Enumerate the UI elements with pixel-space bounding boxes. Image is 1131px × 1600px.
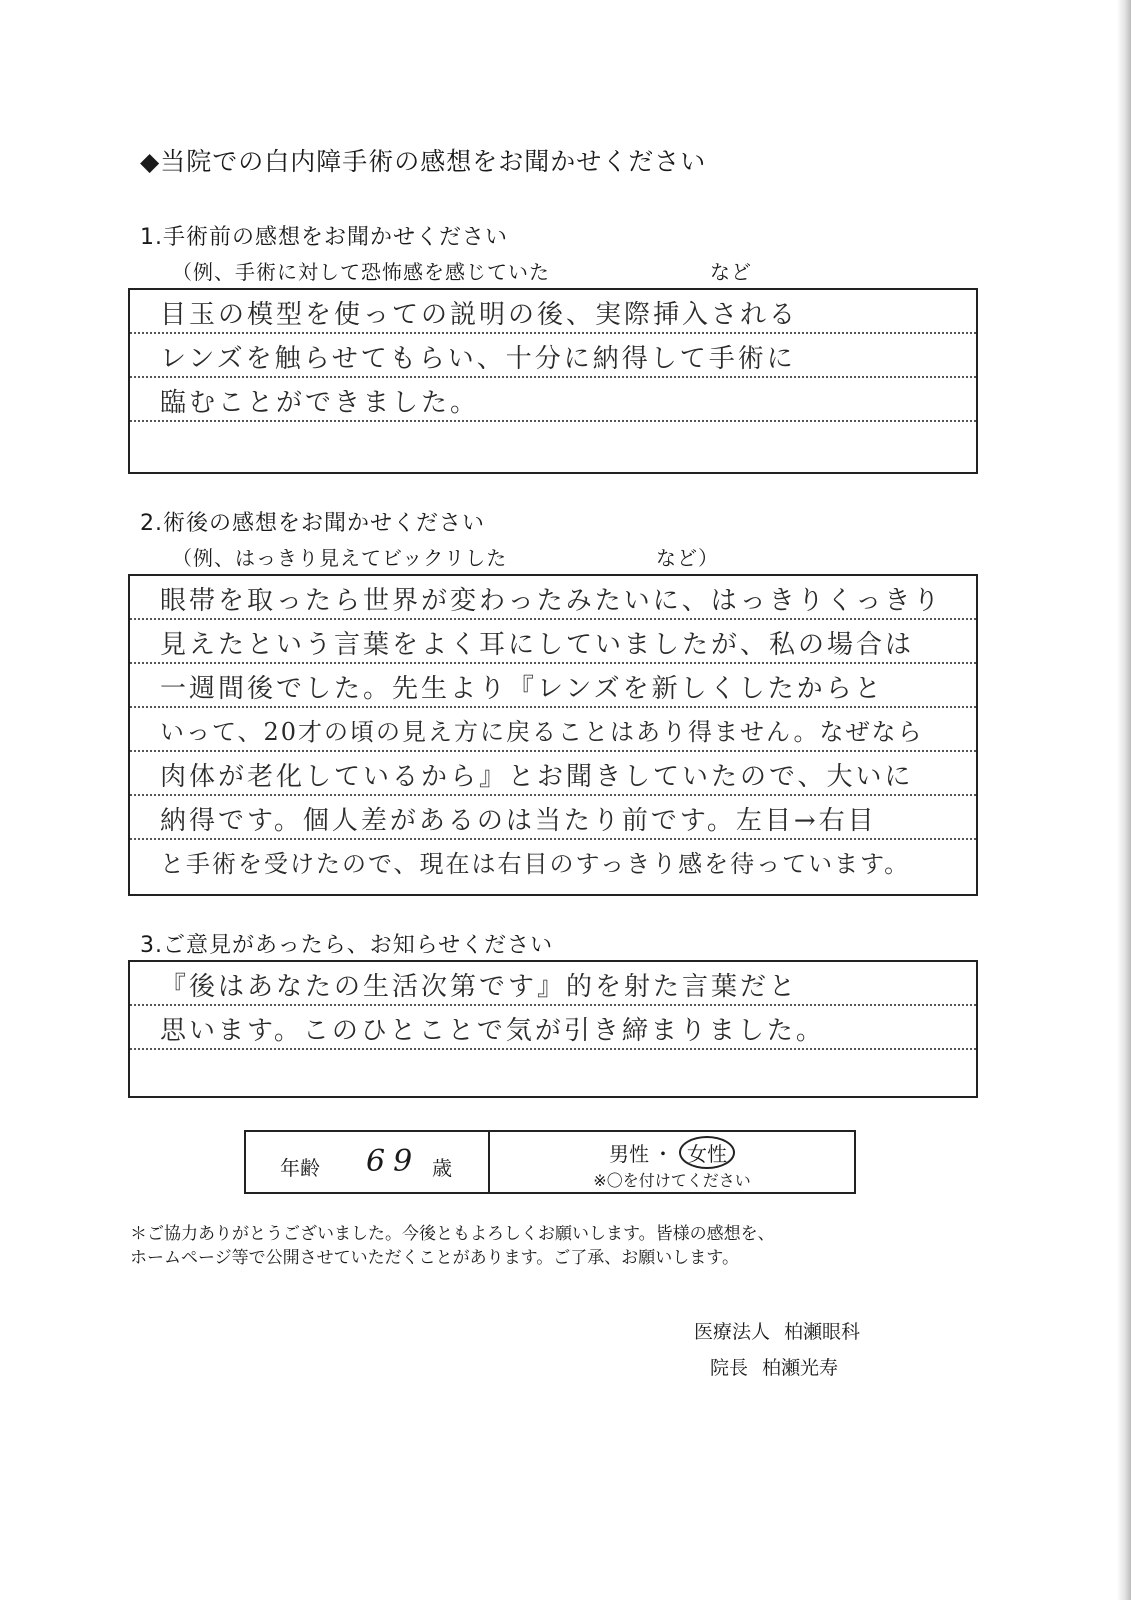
answer-line: 眼帯を取ったら世界が変わったみたいに、はっきりくっきり	[130, 576, 976, 620]
answer-line	[130, 422, 976, 466]
answer-line	[130, 1050, 976, 1094]
section-1-answer-box[interactable]	[128, 288, 978, 474]
section-2-example	[172, 542, 719, 571]
footnote-line: ＊ご協力ありがとうございました。今後ともよろしくお願いします。皆様の感想を、	[130, 1224, 775, 1244]
section-1-example	[172, 256, 752, 285]
footnote-line: ホームページ等で公開させていただくことがあります。ご了承、お願いします。	[130, 1248, 739, 1268]
age-unit: 歳	[432, 1156, 452, 1180]
director-role: 院長	[710, 1357, 749, 1379]
section-1-example-text: （例、手術に対して恐怖感を感じていた	[172, 260, 550, 284]
signature-org-row	[694, 1314, 860, 1350]
gender-instruction: ※〇を付けてください	[593, 1171, 751, 1190]
answer-line: レンズを触らせてもらい、十分に納得して手術に	[130, 334, 976, 378]
section-3-answer-box[interactable]	[128, 960, 978, 1098]
gender-option-female-selected[interactable]: 女性	[679, 1136, 735, 1169]
answer-line: と手術を受けたので、現在は右目のすっきり感を待っています。	[160, 850, 911, 878]
age-label: 年齢	[280, 1156, 320, 1180]
gender-options	[490, 1136, 854, 1169]
section-2-example-text: （例、はっきり見えてビックリした	[172, 546, 508, 570]
answer-line: 見えたという言葉をよく耳にしていましたが、私の場合は	[130, 620, 976, 664]
page-title: ◆当院での白内障手術の感想をお聞かせください	[140, 147, 707, 176]
gender-option-male[interactable]: 男性	[609, 1142, 649, 1166]
answer-line: 思います。このひとことで気が引き締まりました。	[130, 1006, 976, 1050]
org-type: 医療法人	[694, 1321, 771, 1343]
gender-separator: ・	[653, 1142, 673, 1166]
section-1-example-suffix: など	[710, 260, 752, 284]
gender-cell	[490, 1132, 854, 1192]
answer-line: 一週間後でした。先生より『レンズを新しくしたからと	[130, 664, 976, 708]
age-value: 69	[366, 1144, 421, 1179]
clinic-signature	[694, 1314, 860, 1386]
answer-line: いって、20才の頃の見え方に戻ることはあり得ません。なぜなら	[130, 708, 976, 752]
age-cell[interactable]	[246, 1132, 490, 1192]
section-2-heading: 2.術後の感想をお聞かせください	[140, 511, 485, 536]
section-2-example-suffix: など）	[656, 546, 719, 570]
footnote	[130, 1222, 950, 1270]
answer-line: 目玉の模型を使っての説明の後、実際挿入される	[130, 290, 976, 334]
director-name: 柏瀬光寿	[762, 1357, 839, 1379]
signature-director-row	[694, 1350, 860, 1386]
section-3-heading: 3.ご意見があったら、お知らせください	[140, 933, 554, 958]
respondent-info-table	[244, 1130, 856, 1194]
clinic-name: 柏瀬眼科	[784, 1321, 861, 1343]
answer-line: 臨むことができました。	[130, 378, 976, 422]
scan-edge	[1117, 0, 1131, 1600]
answer-line: 『後はあなたの生活次第です』的を射た言葉だと	[130, 962, 976, 1006]
section-2-answer-box[interactable]	[128, 574, 978, 896]
answer-line: 納得です。個人差があるのは当たり前です。左目→右目	[130, 796, 976, 840]
section-1-heading: 1.手術前の感想をお聞かせください	[140, 225, 508, 250]
answer-line: 肉体が老化しているから』とお聞きしていたので、大いに	[130, 752, 976, 796]
